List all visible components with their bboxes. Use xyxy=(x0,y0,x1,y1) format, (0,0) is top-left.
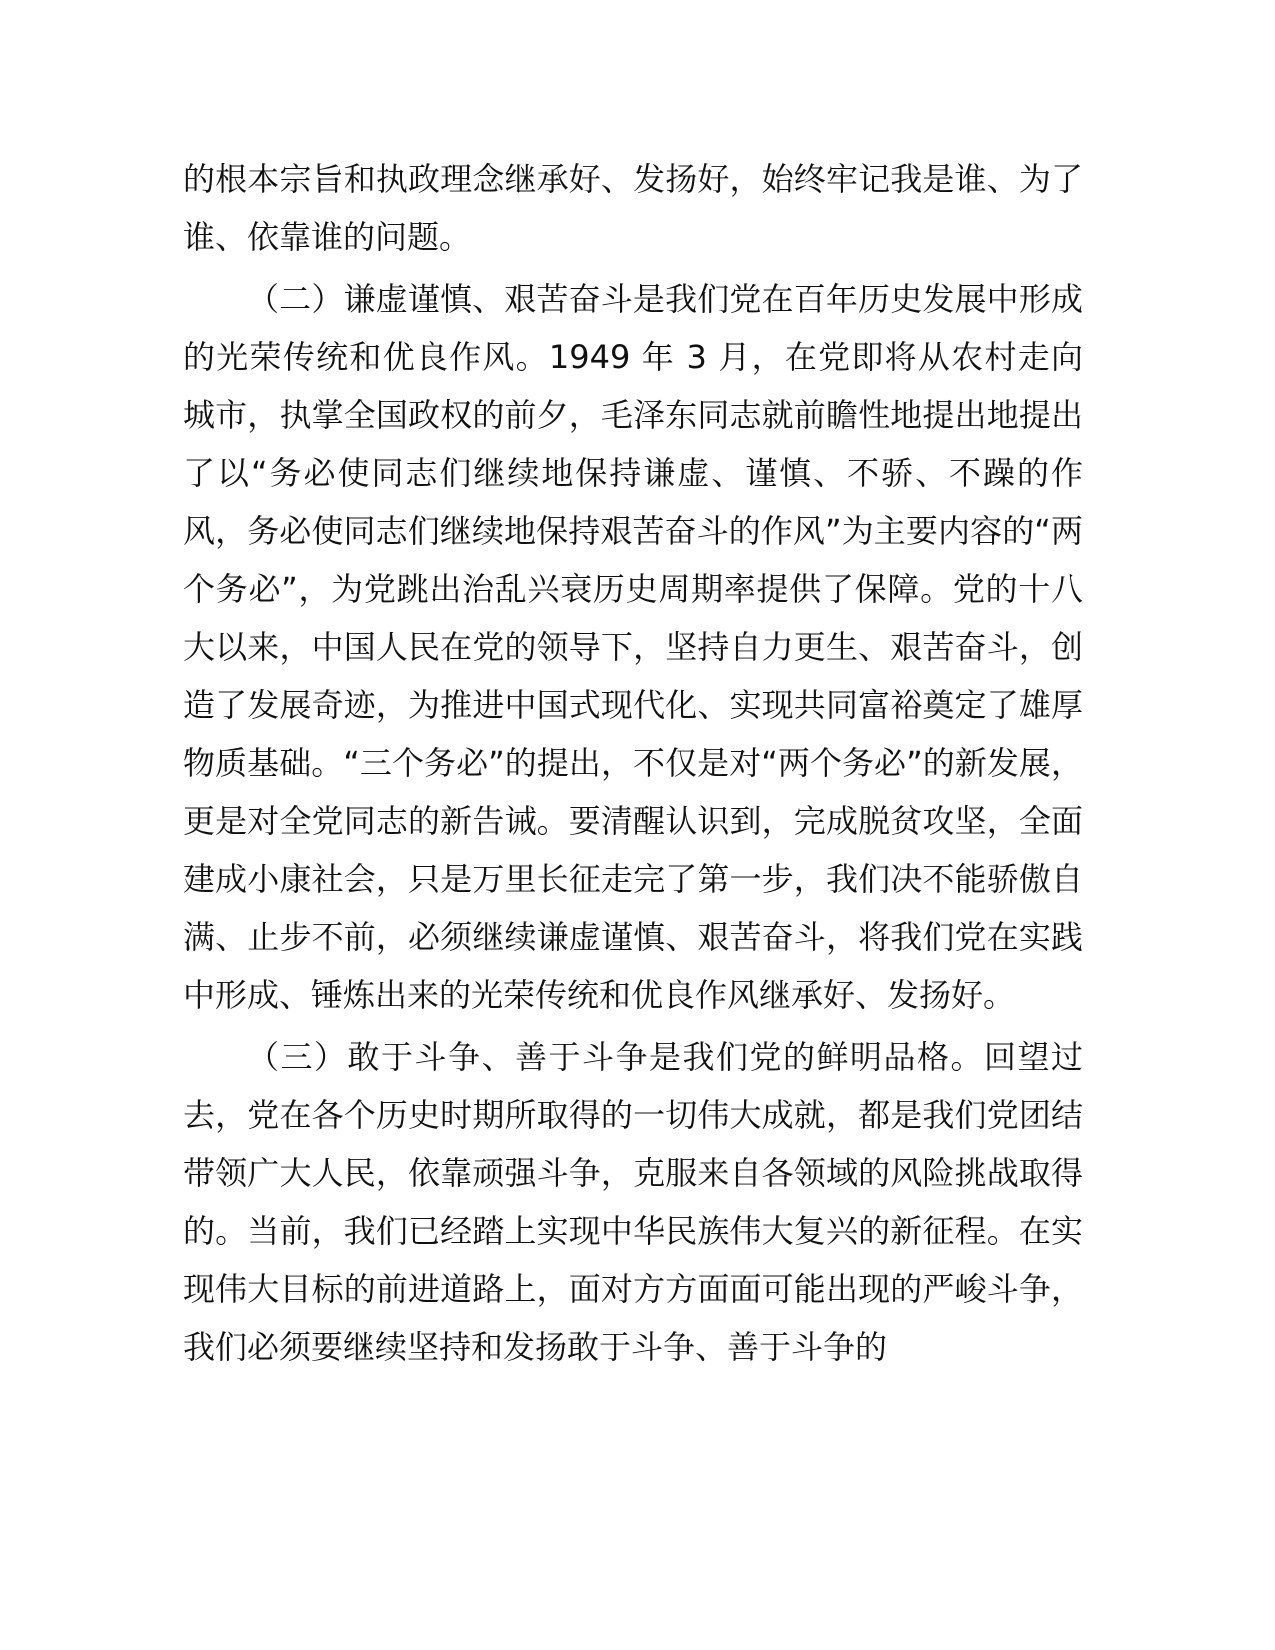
paragraph-section-three: （三）敢于斗争、善于斗争是我们党的鲜明品格。回望过去，党在各个历史时期所取得的一切伟大成就，都是我们党团结带领广大人民，依靠顽强斗争，克服来自各领域的风险挑战取得的。当前，我们已经踏上实现中华民族伟大复兴的新征程。在实现伟大目标的前进道路上，面对方方面面可能出现的严峻斗争，我们必须要继续坚持和发扬敢于斗争、善于斗争的 xyxy=(183,1038,1083,1366)
paragraph-continuation: 的根本宗旨和执政理念继承好、发扬好，始终牢记我是谁、为了谁、依靠谁的问题。 xyxy=(183,160,1083,256)
document-page xyxy=(183,150,1083,1376)
paragraph-section-two: （二）谦虚谨慎、艰苦奋斗是我们党在百年历史发展中形成的光荣传统和优良作风。1949 年 3 月，在党即将从农村走向城市，执掌全国政权的前夕，毛泽东同志就前瞻性地提出地提出了以“务必使同志们继续地保持谦虚、谨慎、不骄、不躁的作风，务必使同志们继续地保持艰苦奋斗的作风”为主要内容的“两个务必”，为党跳出治乱兴衰历史周期率提供了保障。党的十八大以来，中国人民在党的领导下，坚持自力更生、艰苦奋斗，创造了发展奇迹，为推进中国式现代化、实现共同富裕奠定了雄厚物质基础。“三个务必”的提出，不仅是对“两个务必”的新发展，更是对全党同志的新告诫。要清醒认识到，完成脱贫攻坚，全面建成小康社会，只是万里长征走完了第一步，我们决不能骄傲自满、止步不前，必须继续谦虚谨慎、艰苦奋斗，将我们党在实践中形成、锤炼出来的光荣传统和优良作风继承好、发扬好。 xyxy=(183,280,1083,1014)
